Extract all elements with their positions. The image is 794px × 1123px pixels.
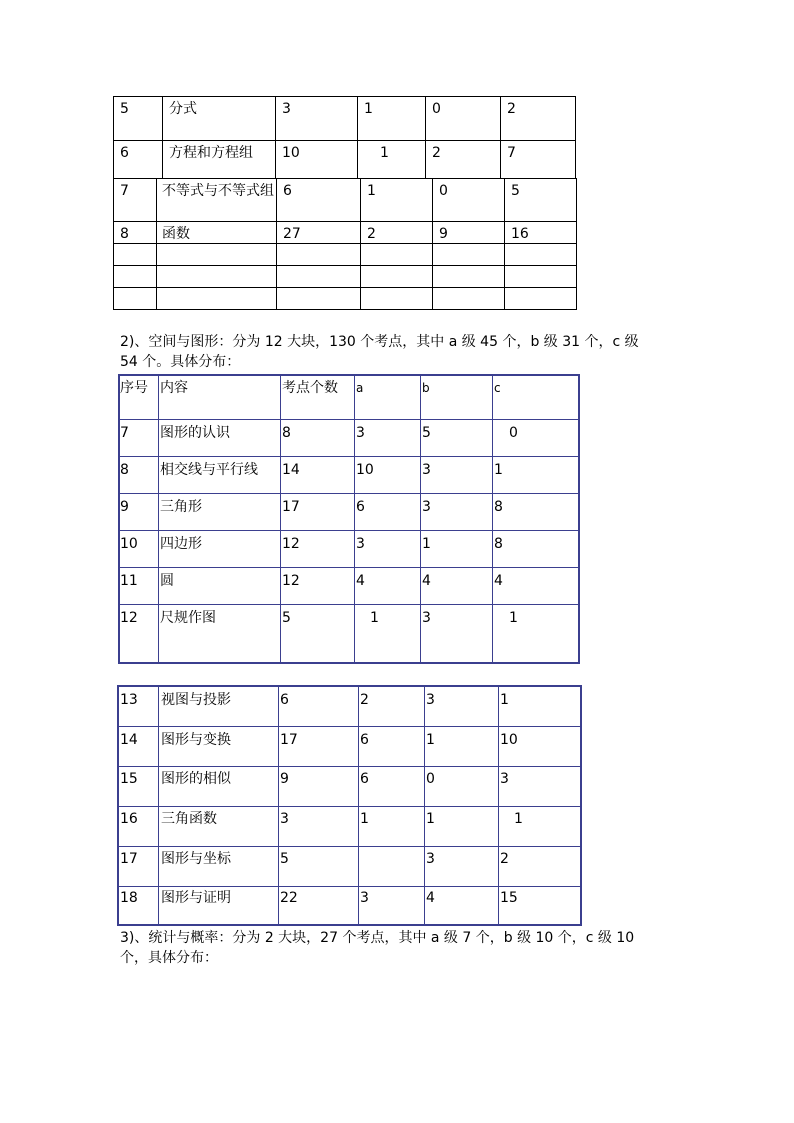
table-cell: 3	[280, 811, 289, 827]
table-cell: 3	[426, 851, 435, 867]
section2-paragraph-line1: 2)、空间与图形：分为 12 大块，130 个考点，其中 a 级 45 个，b 级 31 个，c 级	[120, 334, 639, 350]
table-cell: 5	[282, 610, 291, 626]
table-cell: 16	[511, 226, 529, 242]
table-cell: 5	[120, 101, 129, 117]
table-cell: 3	[422, 610, 431, 626]
table-cell: 3	[500, 771, 509, 787]
table-cell: 图形的认识	[160, 425, 230, 441]
table-cell: 3	[356, 425, 365, 441]
table-cell: 2	[367, 226, 376, 242]
table-cell: 不等式与不等式组	[162, 183, 274, 199]
table-cell: 1	[514, 811, 523, 827]
section3-paragraph-line1: 3)、统计与概率：分为 2 大块，27 个考点，其中 a 级 7 个，b 级 10 个，c 级 10	[120, 930, 635, 946]
table-cell: 17	[282, 499, 300, 515]
table-cell: 图形与变换	[161, 732, 231, 748]
table-cell: 1	[500, 692, 509, 708]
table-cell: 三角函数	[161, 811, 217, 827]
column-header: a	[356, 381, 364, 395]
table-cell: 2	[360, 692, 369, 708]
table-cell: 9	[120, 499, 129, 515]
table-cell: 10	[282, 145, 300, 161]
table-cell: 5	[422, 425, 431, 441]
table-cell: 3	[422, 462, 431, 478]
table-cell: 17	[280, 732, 298, 748]
table-cell: 5	[511, 183, 520, 199]
table-cell: 分式	[169, 101, 197, 117]
table-cell: 8	[494, 499, 503, 515]
table-cell: 函数	[162, 226, 190, 242]
table-cell: 圆	[160, 573, 174, 589]
table-cell: 视图与投影	[161, 692, 231, 708]
table-cell: 15	[120, 771, 138, 787]
table-cell: 7	[120, 183, 129, 199]
table-cell: 10	[356, 462, 374, 478]
table-cell: 1	[509, 610, 518, 626]
table-cell: 1	[426, 811, 435, 827]
table-cell: 1	[494, 462, 503, 478]
column-header: 序号	[120, 380, 148, 396]
table-cell: 1	[380, 145, 389, 161]
table-cell: 1	[364, 101, 373, 117]
table-cell: 3	[360, 890, 369, 906]
table-cell: 8	[120, 226, 129, 242]
table-cell: 4	[494, 573, 503, 589]
table-cell: 0	[432, 101, 441, 117]
table-cell: 16	[120, 811, 138, 827]
table-cell: 12	[282, 573, 300, 589]
table-cell: 方程和方程组	[169, 145, 253, 161]
table-cell: 相交线与平行线	[160, 462, 258, 478]
table-cell: 0	[426, 771, 435, 787]
table-cell: 1	[367, 183, 376, 199]
column-header: 内容	[160, 380, 188, 396]
table-cell: 5	[280, 851, 289, 867]
table-cell: 6	[360, 732, 369, 748]
table-cell: 8	[282, 425, 291, 441]
table-cell: 8	[494, 536, 503, 552]
table-cell: 6	[356, 499, 365, 515]
table-cell: 17	[120, 851, 138, 867]
table-cell: 14	[120, 732, 138, 748]
table-cell: 四边形	[160, 536, 202, 552]
table-cell: 6	[120, 145, 129, 161]
column-header: c	[494, 381, 501, 395]
column-header: b	[422, 381, 430, 395]
table-cell: 8	[120, 462, 129, 478]
table-cell: 尺规作图	[160, 610, 216, 626]
table-cell: 4	[422, 573, 431, 589]
table-cell: 4	[426, 890, 435, 906]
table-cell: 2	[507, 101, 516, 117]
table-cell: 1	[422, 536, 431, 552]
table-cell: 10	[120, 536, 138, 552]
table-cell: 3	[422, 499, 431, 515]
table-cell: 6	[283, 183, 292, 199]
table-cell: 0	[439, 183, 448, 199]
table-cell: 0	[509, 425, 518, 441]
table-cell: 14	[282, 462, 300, 478]
table-cell: 2	[500, 851, 509, 867]
table-cell: 3	[282, 101, 291, 117]
table-cell: 图形的相似	[161, 771, 231, 787]
table-cell: 1	[360, 811, 369, 827]
section3-paragraph-line2: 个，具体分布：	[120, 950, 218, 966]
column-header: 考点个数	[282, 380, 338, 396]
table-cell: 12	[282, 536, 300, 552]
table-cell: 1	[370, 610, 379, 626]
table-cell: 6	[280, 692, 289, 708]
table-cell: 18	[120, 890, 138, 906]
table-cell: 22	[280, 890, 298, 906]
table-cell: 10	[500, 732, 518, 748]
table-cell: 15	[500, 890, 518, 906]
table-cell: 7	[507, 145, 516, 161]
table-cell: 2	[432, 145, 441, 161]
table-cell: 4	[356, 573, 365, 589]
table-cell: 1	[426, 732, 435, 748]
table-cell: 3	[356, 536, 365, 552]
table-cell: 6	[360, 771, 369, 787]
table-cell: 3	[426, 692, 435, 708]
table-cell: 9	[439, 226, 448, 242]
section2-paragraph-line2: 54 个。具体分布：	[120, 354, 241, 370]
table-cell: 13	[120, 692, 138, 708]
table-cell: 图形与坐标	[161, 851, 231, 867]
table-cell: 27	[283, 226, 301, 242]
table-cell: 11	[120, 573, 138, 589]
table-cell: 9	[280, 771, 289, 787]
table-cell: 7	[120, 425, 129, 441]
table-cell: 三角形	[160, 499, 202, 515]
table-cell: 图形与证明	[161, 890, 231, 906]
table-cell: 12	[120, 610, 138, 626]
